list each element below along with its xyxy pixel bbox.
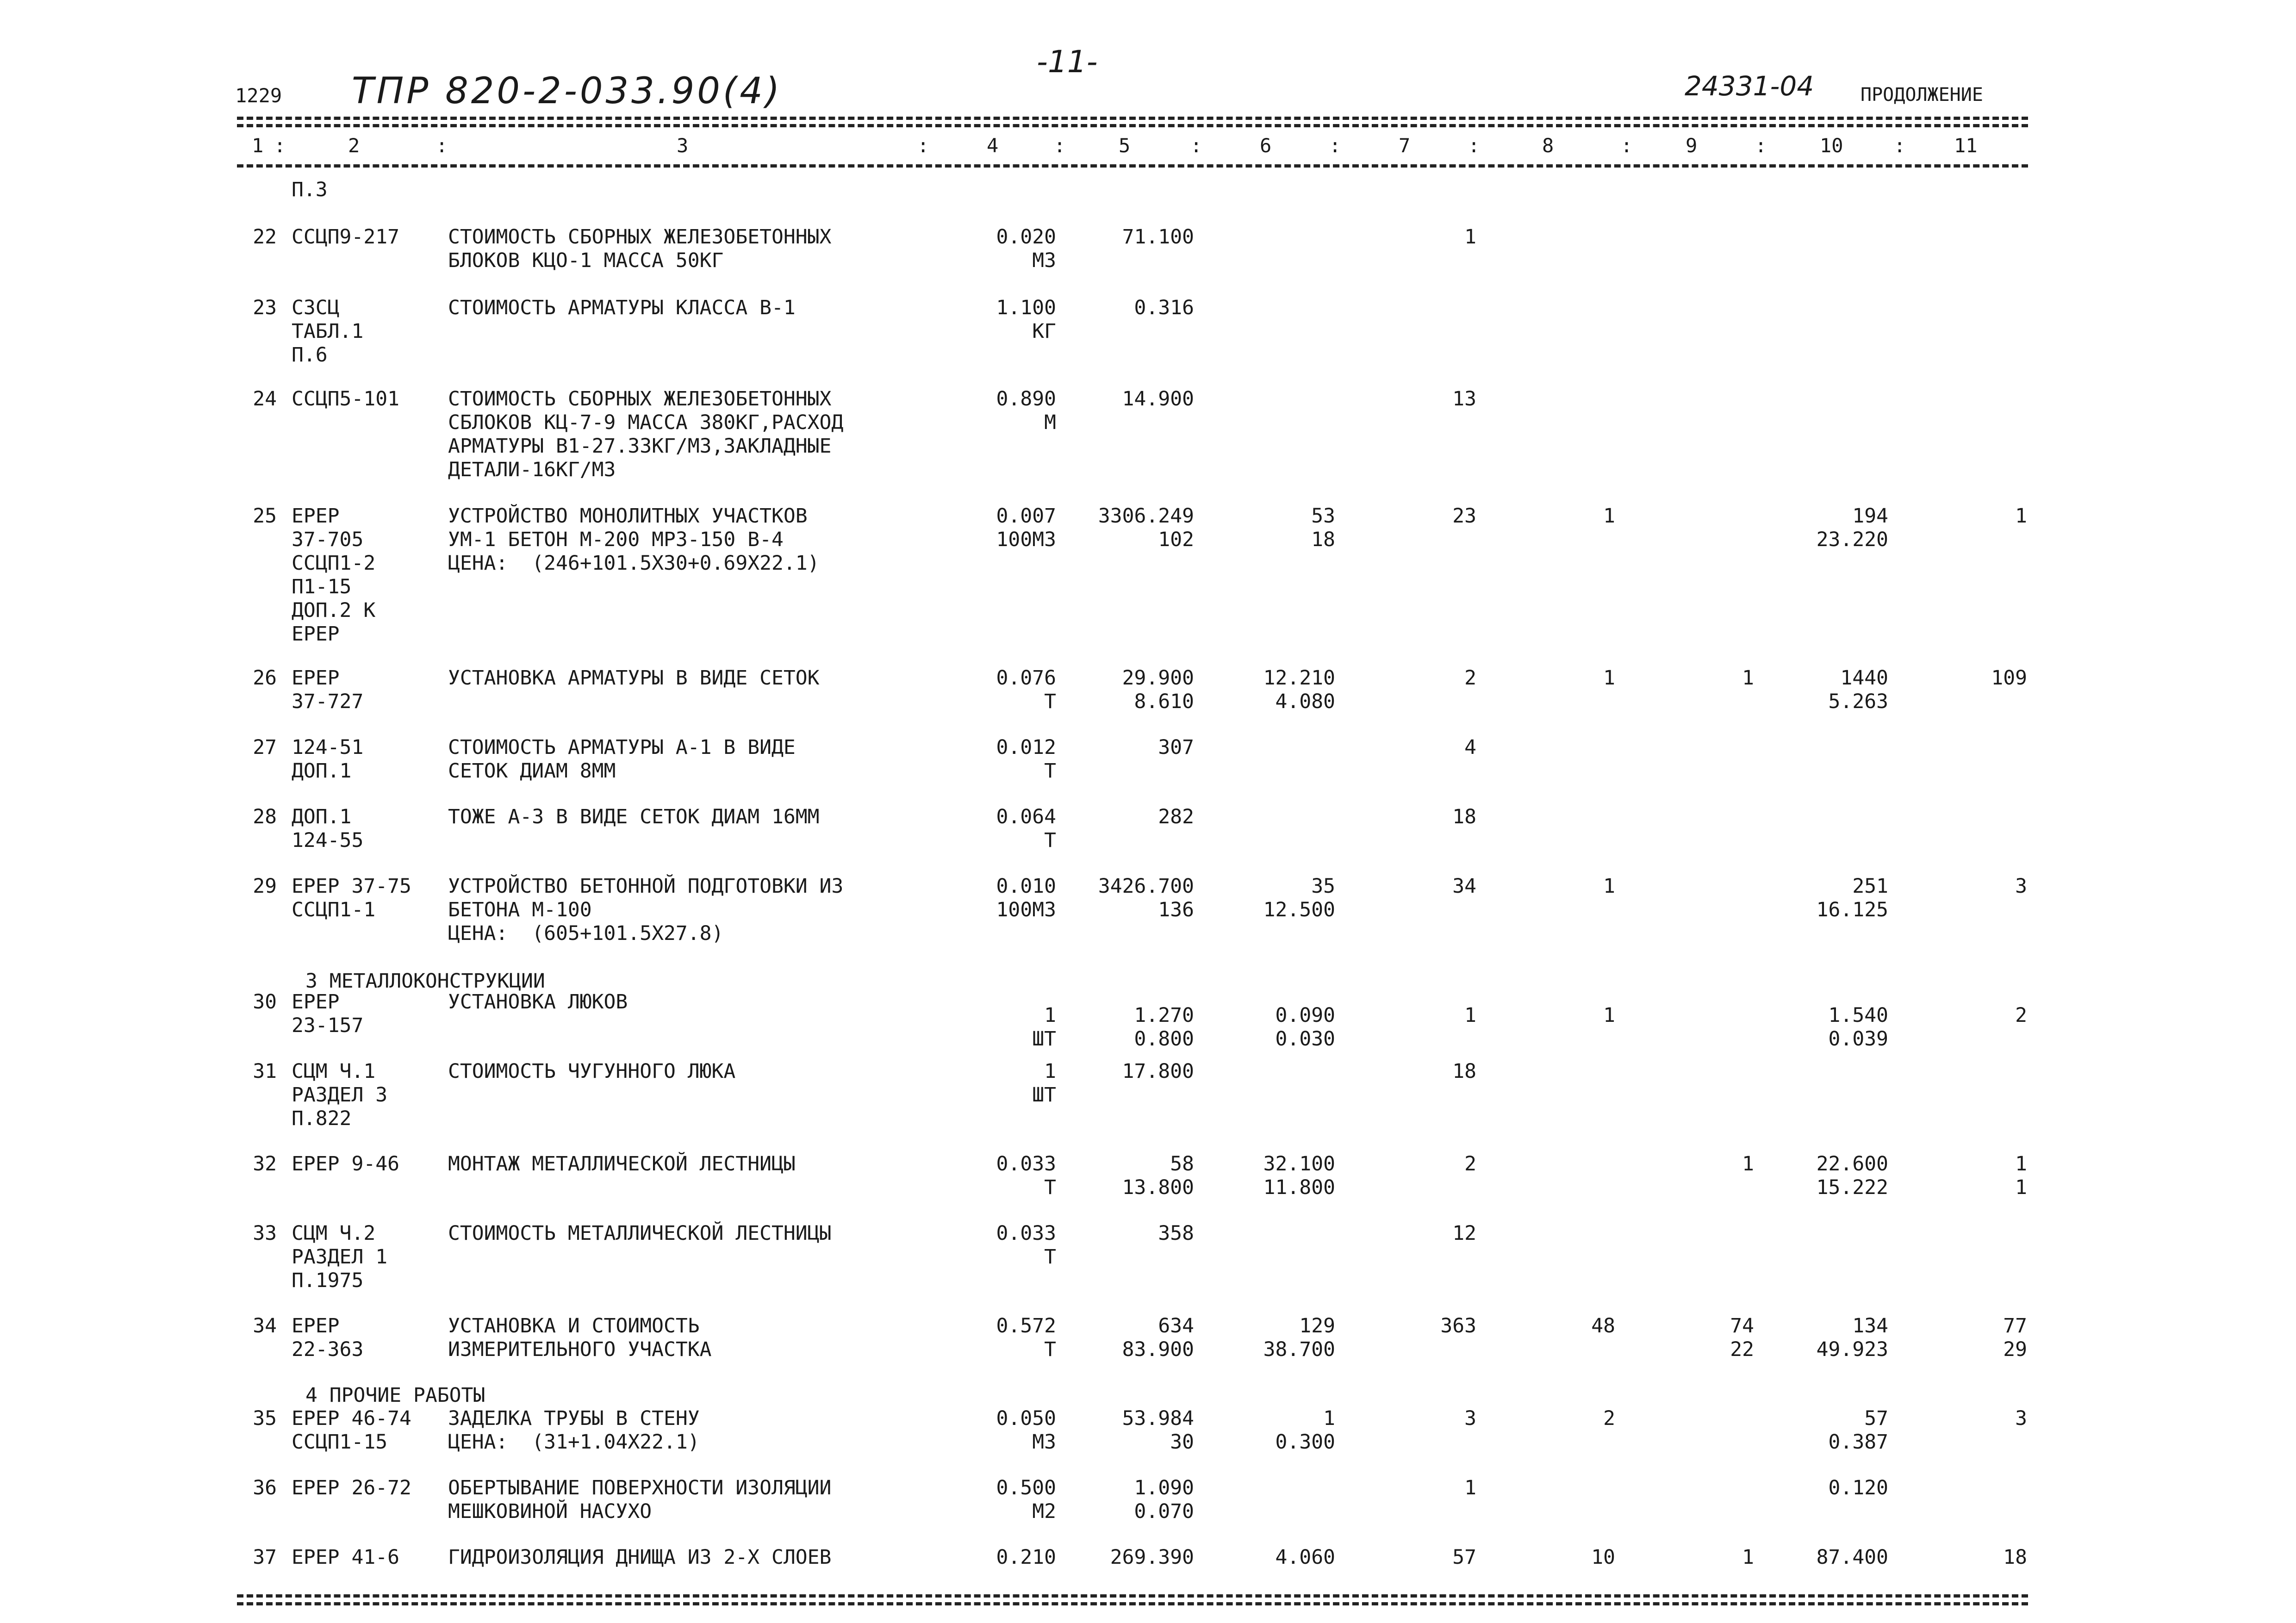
row-col7: 34 bbox=[1452, 875, 1476, 898]
row-col7: 12 bbox=[1452, 1222, 1476, 1245]
row-number: 26 bbox=[253, 666, 277, 690]
row-reference: ЕРЕР 9-46 bbox=[292, 1152, 399, 1175]
footer-divider bbox=[237, 1594, 2028, 1598]
col-number: 4 bbox=[987, 134, 999, 157]
document-series: ТПР 820-2-033.90(4) bbox=[352, 70, 783, 112]
row-col4: 0.572 Т bbox=[996, 1314, 1056, 1361]
row-col7: 1 bbox=[1464, 1476, 1476, 1499]
row-col4: 0.033 Т bbox=[996, 1222, 1056, 1269]
row-description: МОНТАЖ МЕТАЛЛИЧЕСКОЙ ЛЕСТНИЦЫ bbox=[448, 1152, 796, 1175]
row-number: 37 bbox=[253, 1546, 277, 1569]
row-reference: 124-51 ДОП.1 bbox=[292, 736, 364, 783]
row-col7: 18 bbox=[1452, 805, 1476, 828]
row-col7: 2 bbox=[1464, 1152, 1476, 1175]
row-col5: 1.090 0.070 bbox=[1134, 1476, 1194, 1523]
row-col5: 1.270 0.800 bbox=[1134, 1004, 1194, 1051]
row-reference: ЕРЕР 26-72 bbox=[292, 1476, 411, 1499]
row-col6: 53 18 bbox=[1311, 504, 1335, 551]
row-col5: 634 83.900 bbox=[1122, 1314, 1194, 1361]
row-number: 27 bbox=[253, 736, 277, 759]
row-col8: 48 bbox=[1591, 1314, 1615, 1337]
row-description: ОБЕРТЫВАНИЕ ПОВЕРХНОСТИ ИЗОЛЯЦИИ МЕШКОВИНОЙ НАСУХО bbox=[448, 1476, 832, 1523]
row-number: 29 bbox=[253, 875, 277, 898]
row-number: 28 bbox=[253, 805, 277, 828]
row-col11: 1 bbox=[2015, 504, 2027, 528]
row-number: 25 bbox=[253, 504, 277, 528]
row-col8: 10 bbox=[1591, 1546, 1615, 1569]
row-col9: 1 bbox=[1742, 1152, 1754, 1175]
row-col5: 29.900 8.610 bbox=[1122, 666, 1194, 713]
row-col11: 3 bbox=[2015, 875, 2027, 898]
column-number-row: 1 : 2 : 3 : 4 : 5 : 6 : 7 : 8 : 9 : 10 : 11 bbox=[252, 134, 1978, 157]
row-col7: 1 bbox=[1464, 1004, 1476, 1027]
row-col6: 0.090 0.030 bbox=[1275, 1004, 1335, 1051]
row-col10: 57 0.387 bbox=[1828, 1407, 1888, 1454]
row-reference: ЕРЕР 46-74 ССЦП1-15 bbox=[292, 1407, 411, 1454]
row-col10: 22.600 15.222 bbox=[1816, 1152, 1888, 1199]
row-reference: ЕРЕР 22-363 bbox=[292, 1314, 364, 1361]
row-col11: 18 bbox=[2003, 1546, 2027, 1569]
row-col4: 1 ШТ bbox=[1032, 1060, 1056, 1107]
col-number: 8 bbox=[1542, 134, 1554, 157]
row-col7: 4 bbox=[1464, 736, 1476, 759]
row-col5: 3426.700 136 bbox=[1098, 875, 1194, 921]
row-number: 34 bbox=[253, 1314, 277, 1337]
row-col4: 0.020 М3 bbox=[996, 225, 1056, 272]
row-reference: С3СЦ ТАБЛ.1 П.6 bbox=[292, 296, 364, 367]
row-col5: 53.984 30 bbox=[1122, 1407, 1194, 1454]
row-description: СТОИМОСТЬ СБОРНЫХ ЖЕЛЕЗОБЕТОННЫХ БЛОКОВ КЦО-1 МАССА 50КГ bbox=[448, 225, 832, 272]
row-description: ЗАДЕЛКА ТРУБЫ В СТЕНУ ЦЕНА: (31+1.04Х22.1) bbox=[448, 1407, 700, 1454]
row-description: УСТРОЙСТВО БЕТОННОЙ ПОДГОТОВКИ ИЗ БЕТОНА М-100 ЦЕНА: (605+101.5Х27.8) bbox=[448, 875, 844, 945]
row-reference: СЦМ Ч.1 РАЗДЕЛ 3 П.822 bbox=[292, 1060, 388, 1130]
row-number: 33 bbox=[253, 1222, 277, 1245]
carried-over-text: П.3 bbox=[292, 178, 328, 201]
row-description: СТОИМОСТЬ АРМАТУРЫ КЛАССА В-1 bbox=[448, 296, 796, 319]
col-number: 2 bbox=[348, 134, 360, 157]
continuation-label: ПРОДОЛЖЕНИЕ bbox=[1860, 84, 1983, 106]
row-col10: 194 23.220 bbox=[1816, 504, 1888, 551]
row-col5: 269.390 bbox=[1110, 1546, 1194, 1569]
row-col8: 1 bbox=[1603, 1004, 1615, 1027]
row-col7: 23 bbox=[1452, 504, 1476, 528]
row-col6: 4.060 bbox=[1275, 1546, 1335, 1569]
row-col4: 0.076 Т bbox=[996, 666, 1056, 713]
row-col8: 2 bbox=[1603, 1407, 1615, 1430]
row-col5: 282 bbox=[1158, 805, 1194, 828]
row-number: 31 bbox=[253, 1060, 277, 1083]
row-col4: 0.010 100М3 bbox=[996, 875, 1056, 921]
row-col7: 13 bbox=[1452, 387, 1476, 410]
row-col4: 0.210 bbox=[996, 1546, 1056, 1569]
row-col11: 109 bbox=[1991, 666, 2027, 690]
col-number: 10 bbox=[1820, 134, 1843, 157]
row-col4: 0.033 Т bbox=[996, 1152, 1056, 1199]
row-col6: 32.100 11.800 bbox=[1263, 1152, 1335, 1199]
row-col5: 17.800 bbox=[1122, 1060, 1194, 1083]
row-reference: ЕРЕР 23-157 bbox=[292, 990, 364, 1037]
row-col11: 2 bbox=[2015, 1004, 2027, 1027]
row-reference: ЕРЕР 37-705 ССЦП1-2 П1-15 ДОП.2 К ЕРЕР bbox=[292, 504, 376, 646]
row-col10: 87.400 bbox=[1816, 1546, 1888, 1569]
row-col4: 0.500 М2 bbox=[996, 1476, 1056, 1523]
row-col5: 307 bbox=[1158, 736, 1194, 759]
row-col11: 1 1 bbox=[2015, 1152, 2027, 1199]
row-col9: 1 bbox=[1742, 666, 1754, 690]
row-col9: 74 22 bbox=[1730, 1314, 1754, 1361]
row-description: УСТАНОВКА ЛЮКОВ bbox=[448, 990, 628, 1014]
row-col9: 1 bbox=[1742, 1546, 1754, 1569]
row-col7: 2 bbox=[1464, 666, 1476, 690]
document-code: 24331-04 bbox=[1685, 70, 1814, 102]
row-reference: ЕРЕР 41-6 bbox=[292, 1546, 399, 1569]
row-col8: 1 bbox=[1603, 504, 1615, 528]
row-col4: 0.064 Т bbox=[996, 805, 1056, 852]
row-col8: 1 bbox=[1603, 875, 1615, 898]
row-col7: 363 bbox=[1440, 1314, 1476, 1337]
col-number: 5 bbox=[1119, 134, 1131, 157]
row-reference: ССЦП5-101 bbox=[292, 387, 399, 410]
row-col4: 0.007 100М3 bbox=[996, 504, 1056, 551]
col-number: 9 bbox=[1686, 134, 1698, 157]
row-col4: 0.050 М3 bbox=[996, 1407, 1056, 1454]
row-col4: 1.100 КГ bbox=[996, 296, 1056, 343]
header-divider-top bbox=[237, 117, 2028, 120]
row-col5: 58 13.800 bbox=[1122, 1152, 1194, 1199]
row-number: 24 bbox=[253, 387, 277, 410]
row-col5: 71.100 bbox=[1122, 225, 1194, 249]
row-col11: 3 bbox=[2015, 1407, 2027, 1430]
row-reference: ЕРЕР 37-75 ССЦП1-1 bbox=[292, 875, 411, 921]
sheet-number: 1229 bbox=[235, 84, 282, 107]
row-number: 36 bbox=[253, 1476, 277, 1499]
row-col5: 14.900 bbox=[1122, 387, 1194, 410]
col-number: 7 bbox=[1399, 134, 1411, 157]
header-divider-top-2 bbox=[237, 124, 2028, 127]
row-description: СТОИМОСТЬ АРМАТУРЫ А-1 В ВИДЕ СЕТОК ДИАМ 8ММ bbox=[448, 736, 796, 783]
row-col10: 134 49.923 bbox=[1816, 1314, 1888, 1361]
row-col4: 0.890 М bbox=[996, 387, 1056, 434]
row-number: 32 bbox=[253, 1152, 277, 1175]
row-col5: 3306.249 102 bbox=[1098, 504, 1194, 551]
row-col10: 251 16.125 bbox=[1816, 875, 1888, 921]
row-number: 23 bbox=[253, 296, 277, 319]
col-number: 6 bbox=[1260, 134, 1272, 157]
row-description: ТОЖЕ А-3 В ВИДЕ СЕТОК ДИАМ 16ММ bbox=[448, 805, 820, 828]
row-description: УСТАНОВКА И СТОИМОСТЬ ИЗМЕРИТЕЛЬНОГО УЧАСТКА bbox=[448, 1314, 712, 1361]
row-reference: СЦМ Ч.2 РАЗДЕЛ 1 П.1975 bbox=[292, 1222, 388, 1292]
row-number: 22 bbox=[253, 225, 277, 249]
row-description: УСТРОЙСТВО МОНОЛИТНЫХ УЧАСТКОВ УМ-1 БЕТОН М-200 МРЗ-150 В-4 ЦЕНА: (246+101.5Х30+0.69Х22.1) bbox=[448, 504, 820, 575]
row-description: СТОИМОСТЬ МЕТАЛЛИЧЕСКОЙ ЛЕСТНИЦЫ bbox=[448, 1222, 832, 1245]
row-col4: 1 ШТ bbox=[1032, 1004, 1056, 1051]
col-number: 3 bbox=[677, 134, 689, 157]
row-col10: 0.120 bbox=[1828, 1476, 1888, 1499]
row-col7: 18 bbox=[1452, 1060, 1476, 1083]
row-col10: 1.540 0.039 bbox=[1828, 1004, 1888, 1051]
row-description: ГИДРОИЗОЛЯЦИЯ ДНИЩА ИЗ 2-Х СЛОЕВ bbox=[448, 1546, 832, 1569]
col-number: 11 bbox=[1954, 134, 1978, 157]
row-reference: ССЦП9-217 bbox=[292, 225, 399, 249]
row-col6: 129 38.700 bbox=[1263, 1314, 1335, 1361]
section-heading: 4 ПРОЧИЕ РАБОТЫ bbox=[305, 1384, 485, 1407]
row-description: УСТАНОВКА АРМАТУРЫ В ВИДЕ СЕТОК bbox=[448, 666, 820, 690]
row-col4: 0.012 Т bbox=[996, 736, 1056, 783]
row-col5: 0.316 bbox=[1134, 296, 1194, 319]
col-number: 1 bbox=[252, 134, 264, 157]
row-number: 35 bbox=[253, 1407, 277, 1430]
row-col10: 1440 5.263 bbox=[1828, 666, 1888, 713]
row-col5: 358 bbox=[1158, 1222, 1194, 1245]
row-col11: 77 29 bbox=[2003, 1314, 2027, 1361]
footer-divider-2 bbox=[237, 1602, 2028, 1605]
row-number: 30 bbox=[253, 990, 277, 1014]
row-col8: 1 bbox=[1603, 666, 1615, 690]
row-reference: ДОП.1 124-55 bbox=[292, 805, 364, 852]
row-col7: 1 bbox=[1464, 225, 1476, 249]
row-col7: 3 bbox=[1464, 1407, 1476, 1430]
header-divider-bottom bbox=[237, 164, 2028, 168]
row-description: СТОИМОСТЬ ЧУГУННОГО ЛЮКА bbox=[448, 1060, 736, 1083]
row-col6: 12.210 4.080 bbox=[1263, 666, 1335, 713]
row-col7: 57 bbox=[1452, 1546, 1476, 1569]
page-number: -11- bbox=[1037, 44, 1098, 80]
row-reference: ЕРЕР 37-727 bbox=[292, 666, 364, 713]
section-heading: 3 МЕТАЛЛОКОНСТРУКЦИИ bbox=[305, 970, 545, 993]
row-description: СТОИМОСТЬ СБОРНЫХ ЖЕЛЕЗОБЕТОННЫХ СБЛОКОВ КЦ-7-9 МАССА 380КГ,РАСХОД АРМАТУРЫ В1-27.33КГ/М3,ЗАКЛАДНЫЕ ДЕТАЛИ-16КГ/М3 bbox=[448, 387, 844, 481]
row-col6: 1 0.300 bbox=[1275, 1407, 1335, 1454]
row-col6: 35 12.500 bbox=[1263, 875, 1335, 921]
